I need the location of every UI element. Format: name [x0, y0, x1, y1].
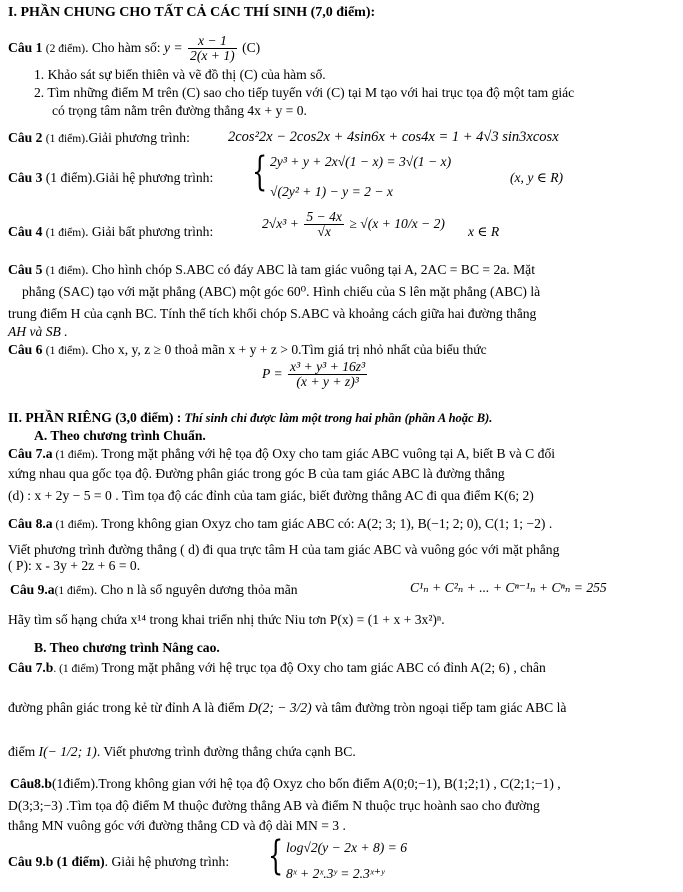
q5-line3: trung điểm H của cạnh BC. Tính thể tích khối chóp S.ABC và khoảng cách giữa hai đường thẳng [8, 306, 537, 321]
q5-label: Câu 5 [8, 262, 43, 277]
q9b-points: (1 điểm) [53, 854, 105, 869]
q3-eq1: 2y³ + y + 2x√(1 − x) = 3√(1 − x) [270, 154, 452, 169]
q7b-text3a: điểm [8, 744, 36, 759]
q7a-points: (1 điểm) [52, 449, 95, 461]
q8b-line1 [10, 776, 561, 793]
q6-p-den: (x + y + z)³ [296, 374, 359, 390]
section2-header [8, 410, 492, 427]
q1-item1: 1. Khảo sát sự biến thiên và vẽ đồ thị (C) của hàm số. [34, 67, 326, 82]
q3-line [8, 170, 213, 187]
q3-brace: { [252, 149, 268, 195]
q4-line [8, 224, 213, 241]
q6-p-num: x³ + y³ + 16z³ [290, 359, 366, 374]
q1-item2a: 2. Tìm những điểm M trên (C) sao cho tiếp tuyến với (C) tại M tạo với hai trục tọa độ một tam giác [34, 85, 575, 100]
q1-func-num: x − 1 [188, 34, 237, 49]
q6-expression [262, 360, 369, 390]
q2-label: Câu 2 [8, 130, 43, 145]
q5-line2: phẳng (SAC) tạo với mặt phẳng (ABC) một góc 60⁰. Hình chiếu của S lên mặt phẳng (ABC) là [22, 284, 541, 299]
q7b-text1: Trong mặt phẳng với hệ trục tọa độ Oxy cho tam giác ABC có đỉnh A(2; 6) , chân [98, 660, 546, 675]
q1-item2b: có trọng tâm nằm trên đường thẳng 4x + y = 0. [52, 103, 307, 118]
q9b-eq1: log√2(y − 2x + 8) = 6 [286, 840, 408, 855]
q9a-text1: . Cho n là số nguyên dương thỏa mãn [93, 582, 298, 597]
q8a-line3: ( P): x - 3y + 2z + 6 = 0. [8, 558, 141, 573]
q7b-line2 [8, 700, 566, 717]
q2-line [8, 130, 190, 147]
q7b-line3 [8, 744, 356, 761]
q9b-brace: { [268, 833, 284, 879]
q1-func-lhs: y = [164, 39, 183, 55]
q6-line [8, 342, 487, 359]
q2-points: (1 điểm) [45, 133, 86, 145]
q7b-point-d: D(2; − 3/2) [248, 700, 312, 715]
q7a-line2: xứng nhau qua gốc tọa độ. Đường phân giác trong góc B của tam giác ABC là đường thẳng [8, 466, 505, 481]
q5-points: (1 điểm) [45, 265, 86, 277]
q5-line4: AH và SB . [8, 324, 68, 339]
part-a-title: A. Theo chương trình Chuẩn. [34, 428, 206, 443]
q1-points: (2 điểm) [45, 42, 86, 55]
q8b-line2: D(3;3;−3) .Tìm tọa độ điểm M thuộc đường thẳng AB và điểm N thuộc trục hoành sao cho đường [8, 798, 540, 813]
q7b-label: Câu 7.b [8, 660, 54, 675]
q1-label: Câu 1 [8, 39, 43, 55]
q1-text: . Cho hàm số: [85, 39, 161, 55]
q9a-equation: C¹ₙ + C²ₙ + ... + Cⁿ⁻¹ₙ + Cⁿₙ = 255 [410, 580, 607, 595]
q2-equation: 2cos²2x − 2cos2x + 4sin6x + cos4x = 1 + 4√3 sin3xcosx [228, 129, 559, 145]
q6-fraction [288, 360, 367, 390]
q1-func-den: 2(x + 1) [190, 48, 235, 64]
q4-label: Câu 4 [8, 224, 43, 239]
q1-func-name: (C) [242, 39, 261, 55]
q9b-text: . Giải hệ phương trình: [104, 854, 230, 869]
q8b-points: (1điểm) [51, 776, 95, 791]
q7b-text2b: và tâm đường tròn ngoại tiếp tam giác ABC là [315, 700, 567, 715]
q4-fraction [304, 210, 344, 240]
q4-frac-den: √x [317, 224, 331, 240]
q7b-point-i: I(− 1/2; 1) [38, 744, 97, 759]
q1-header [8, 34, 260, 64]
q7b-line1 [8, 660, 546, 677]
q8a-points: (1 điểm) [52, 519, 95, 531]
q4-inequality [262, 210, 445, 240]
q7a-label: Câu 7.a [8, 446, 53, 461]
q4-points: (1 điểm) [45, 227, 86, 239]
q4-lhs: 2√x³ + [262, 215, 299, 231]
q7b-points: . (1 điểm) [53, 663, 99, 675]
q6-text: . Cho x, y, z ≥ 0 thoả mãn x + y + z > 0.Tìm giá trị nhỏ nhất của biểu thức [85, 342, 487, 357]
q4-frac-num: 5 − 4x [306, 209, 342, 224]
q7b-text3b: . Viết phương trình đường thẳng chứa cạnh BC. [96, 744, 356, 759]
q8b-label: Câu8.b [10, 776, 52, 791]
q4-rhs: ≥ √(x + 10/x − 2) [349, 215, 445, 231]
q8b-line3: thẳng MN vuông góc với đường thẳng CD và độ dài MN = 3 . [8, 818, 346, 833]
q7b-text2a: đường phân giác trong kẻ từ đỉnh A là điểm [8, 700, 245, 715]
q7a-text1: . Trong mặt phẳng với hệ tọa độ Oxy cho tam giác ABC vuông tại A, biết B và C đối [94, 446, 556, 461]
q3-label: Câu 3 [8, 170, 43, 185]
q6-label: Câu 6 [8, 342, 43, 357]
q9b-line [8, 854, 229, 871]
q6-p-lhs: P = [262, 365, 283, 381]
q5-line1 [8, 262, 535, 279]
q8a-text1: . Trong không gian Oxyz cho tam giác ABC có: A(2; 3; 1), B(−1; 2; 0), C(1; 1; −2) . [94, 516, 553, 531]
q9b-eq2: 8ˣ + 2ˣ.3ʸ = 2.3ˣ⁺ʸ [286, 866, 385, 881]
q9b-label: Câu 9.b [8, 854, 54, 869]
q4-domain: x ∈ R [468, 224, 500, 239]
q8a-line1 [8, 516, 552, 533]
q9a-label: Câu 9.a [10, 582, 55, 597]
q9a-points: (1 điểm) [54, 585, 94, 597]
section2-note: Thí sinh chỉ được làm một trong hai phần (phần A hoặc B). [181, 411, 493, 425]
part-b-title: B. Theo chương trình Nâng cao. [34, 640, 220, 655]
q7a-line1 [8, 446, 555, 463]
q9a-line2: Hãy tìm số hạng chứa x¹⁴ trong khai triển nhị thức Niu tơn P(x) = (1 + x + 3x²)ⁿ. [8, 612, 445, 627]
q3-text: (1 điểm).Giải hệ phương trình: [42, 170, 214, 185]
section2-title: II. PHẦN RIÊNG (3,0 điểm) : [8, 410, 182, 425]
q2-text: .Giải phương trình: [85, 130, 190, 145]
q5-text1: . Cho hình chóp S.ABC có đáy ABC là tam giác vuông tại A, 2AC = BC = 2a. Mặt [85, 262, 535, 277]
q7a-line3: (d) : x + 2y − 5 = 0 . Tìm tọa độ các đỉnh của tam giác, biết đường thẳng AC đi qua điểm K(6; 2) [8, 488, 534, 503]
q6-points: (1 điểm) [45, 345, 86, 357]
q3-eq2: √(2y² + 1) − y = 2 − x [270, 184, 393, 199]
q1-func-fraction [188, 34, 237, 64]
q4-text: . Giải bất phương trình: [85, 224, 214, 239]
q8a-label: Câu 8.a [8, 516, 53, 531]
q3-domain: (x, y ∈ R) [510, 170, 564, 185]
section1-title: I. PHẦN CHUNG CHO TẤT CẢ CÁC THÍ SINH (7,0 điểm): [8, 5, 376, 20]
q9a-line1 [10, 582, 298, 599]
q8a-line2: Viết phương trình đường thẳng ( d) đi qua trực tâm H của tam giác ABC và vuông góc với mặt phẳng [8, 542, 560, 557]
q8b-text1: .Trong không gian với hệ tọa độ Oxyz cho bốn điểm A(0;0;−1), B(1;2;1) , C(2;1;−1) , [94, 776, 561, 791]
